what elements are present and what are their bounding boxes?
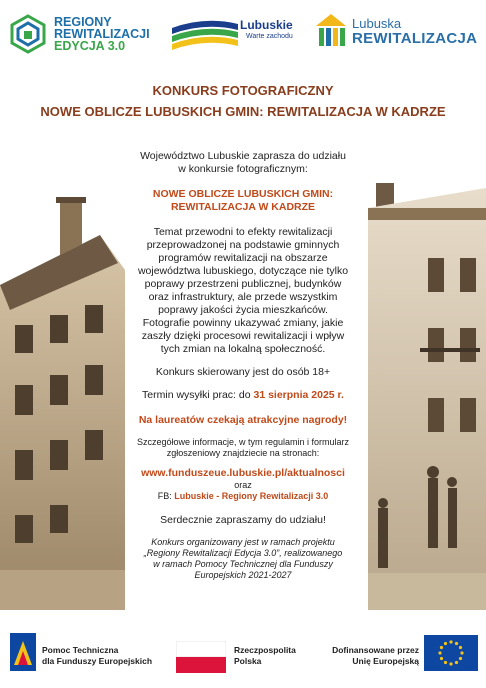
desc-line: tych zmian na lokalną społeczność. [160, 343, 326, 355]
eu-flag-icon [424, 635, 478, 671]
info-line-1: Szczegółowe informacje, w tym regulamin i formularz [136, 437, 350, 447]
lubuska-rewitalizacja-logo [314, 12, 484, 56]
pt-line-2: dla Funduszy Europejskich [42, 656, 153, 666]
desc-line: Fotografie powinny ukazywać zmiany, jakie [142, 317, 344, 329]
desc-line: województwa lubuskiego, dotyczące nie tylko [137, 265, 349, 277]
project-line-3: w ramach Pomocy Technicznej dla Funduszy [153, 559, 333, 569]
deadline-date: 31 sierpnia 2025 r. [253, 389, 344, 401]
eu-line-1: Dofinansowane przez [332, 645, 419, 655]
lubuskie-brand: Lubuskie [240, 18, 293, 32]
deadline [110, 389, 376, 402]
main-content [110, 150, 376, 581]
inner-title-2: REWITALIZACJA W KADRZE [170, 201, 316, 213]
pt-line-1: Pomoc Techniczna [42, 645, 119, 655]
oraz-text: oraz [234, 480, 252, 490]
desc-line: zaszły dzięki procesowi rewitalizacji i wpływ [141, 330, 345, 342]
lubuskie-waves-icon [170, 14, 240, 54]
house-logo-icon [314, 12, 348, 50]
facebook-line [110, 491, 376, 502]
audience: Konkurs skierowany jest do osób 18+ [155, 366, 331, 378]
fb-label: FB: [157, 491, 172, 501]
project-line-1: Konkurs organizowany jest w ramach projektu [151, 537, 335, 547]
inner-title-1: NOWE OBLICZE LUBUSKICH GMIN: [152, 188, 334, 200]
rp-line-1: Rzeczpospolita [234, 645, 296, 655]
prizes: Na laureatów czekają atrakcyjne nagrody! [138, 414, 348, 426]
desc-line: poprawy jakości życia mieszkańców. [158, 304, 328, 316]
old-tenement-sketch [0, 175, 125, 610]
logo-right-line2: REWITALIZACJA [352, 30, 478, 47]
logo-left-line1: REGIONY [54, 15, 112, 29]
website-link[interactable]: www.funduszeue.lubuskie.pl/aktualnosci [141, 467, 345, 479]
info-line-2: zgłoszeniowy znajdziecie na stronach: [166, 448, 320, 458]
logo-left-line3: EDYCJA 3.0 [54, 39, 126, 53]
polish-flag-icon [176, 641, 226, 673]
project-line-4: Europejskich 2021-2027 [194, 570, 292, 580]
closing: Serdecznie zapraszamy do udziału! [160, 514, 326, 526]
logo-right-line1: Lubuska [352, 16, 402, 31]
regiony-rewitalizacji-logo [8, 12, 158, 58]
contest-title: KONKURS FOTOGRAFICZNY [152, 83, 334, 98]
desc-line: poprawy przestrzeni publicznej, budynków [144, 278, 342, 290]
project-line-2: „Regiony Rewitalizacji Edycja 3.0”, realizowanego [143, 548, 343, 558]
contest-subtitle: NOWE OBLICZE LUBUSKICH GMIN: REWITALIZACJA W KADRZE [40, 104, 446, 119]
rp-line-2: Polska [234, 656, 262, 666]
hexagon-logo-icon [8, 14, 48, 54]
desc-line: oraz infrastruktury, ale przede wszystkim [148, 291, 338, 303]
desc-line: przeprowadzonej na podstawie gminnych [146, 239, 340, 251]
fe-logo-icon [10, 633, 36, 671]
lubuskie-logo [170, 14, 300, 54]
fb-link[interactable]: Lubuskie - Regiony Rewitalizacji 3.0 [174, 491, 329, 501]
logo-left-line2: REWITALIZACJI [54, 27, 150, 41]
renovated-tenement-sketch [368, 178, 486, 610]
deadline-label: Termin wysyłki prac: do [142, 389, 251, 401]
desc-line: programów rewitalizacji na obszarze [158, 252, 328, 264]
funding-logos [0, 615, 486, 688]
invite-line-2: w konkursie fotograficznym: [178, 163, 308, 175]
invite-line-1: Województwo Lubuskie zaprasza do udziału [140, 150, 346, 162]
lubuskie-tagline: Warte zachodu [246, 33, 293, 40]
eu-line-2: Unię Europejską [352, 656, 419, 666]
desc-line: Temat przewodni to efekty rewitalizacji [153, 226, 333, 238]
